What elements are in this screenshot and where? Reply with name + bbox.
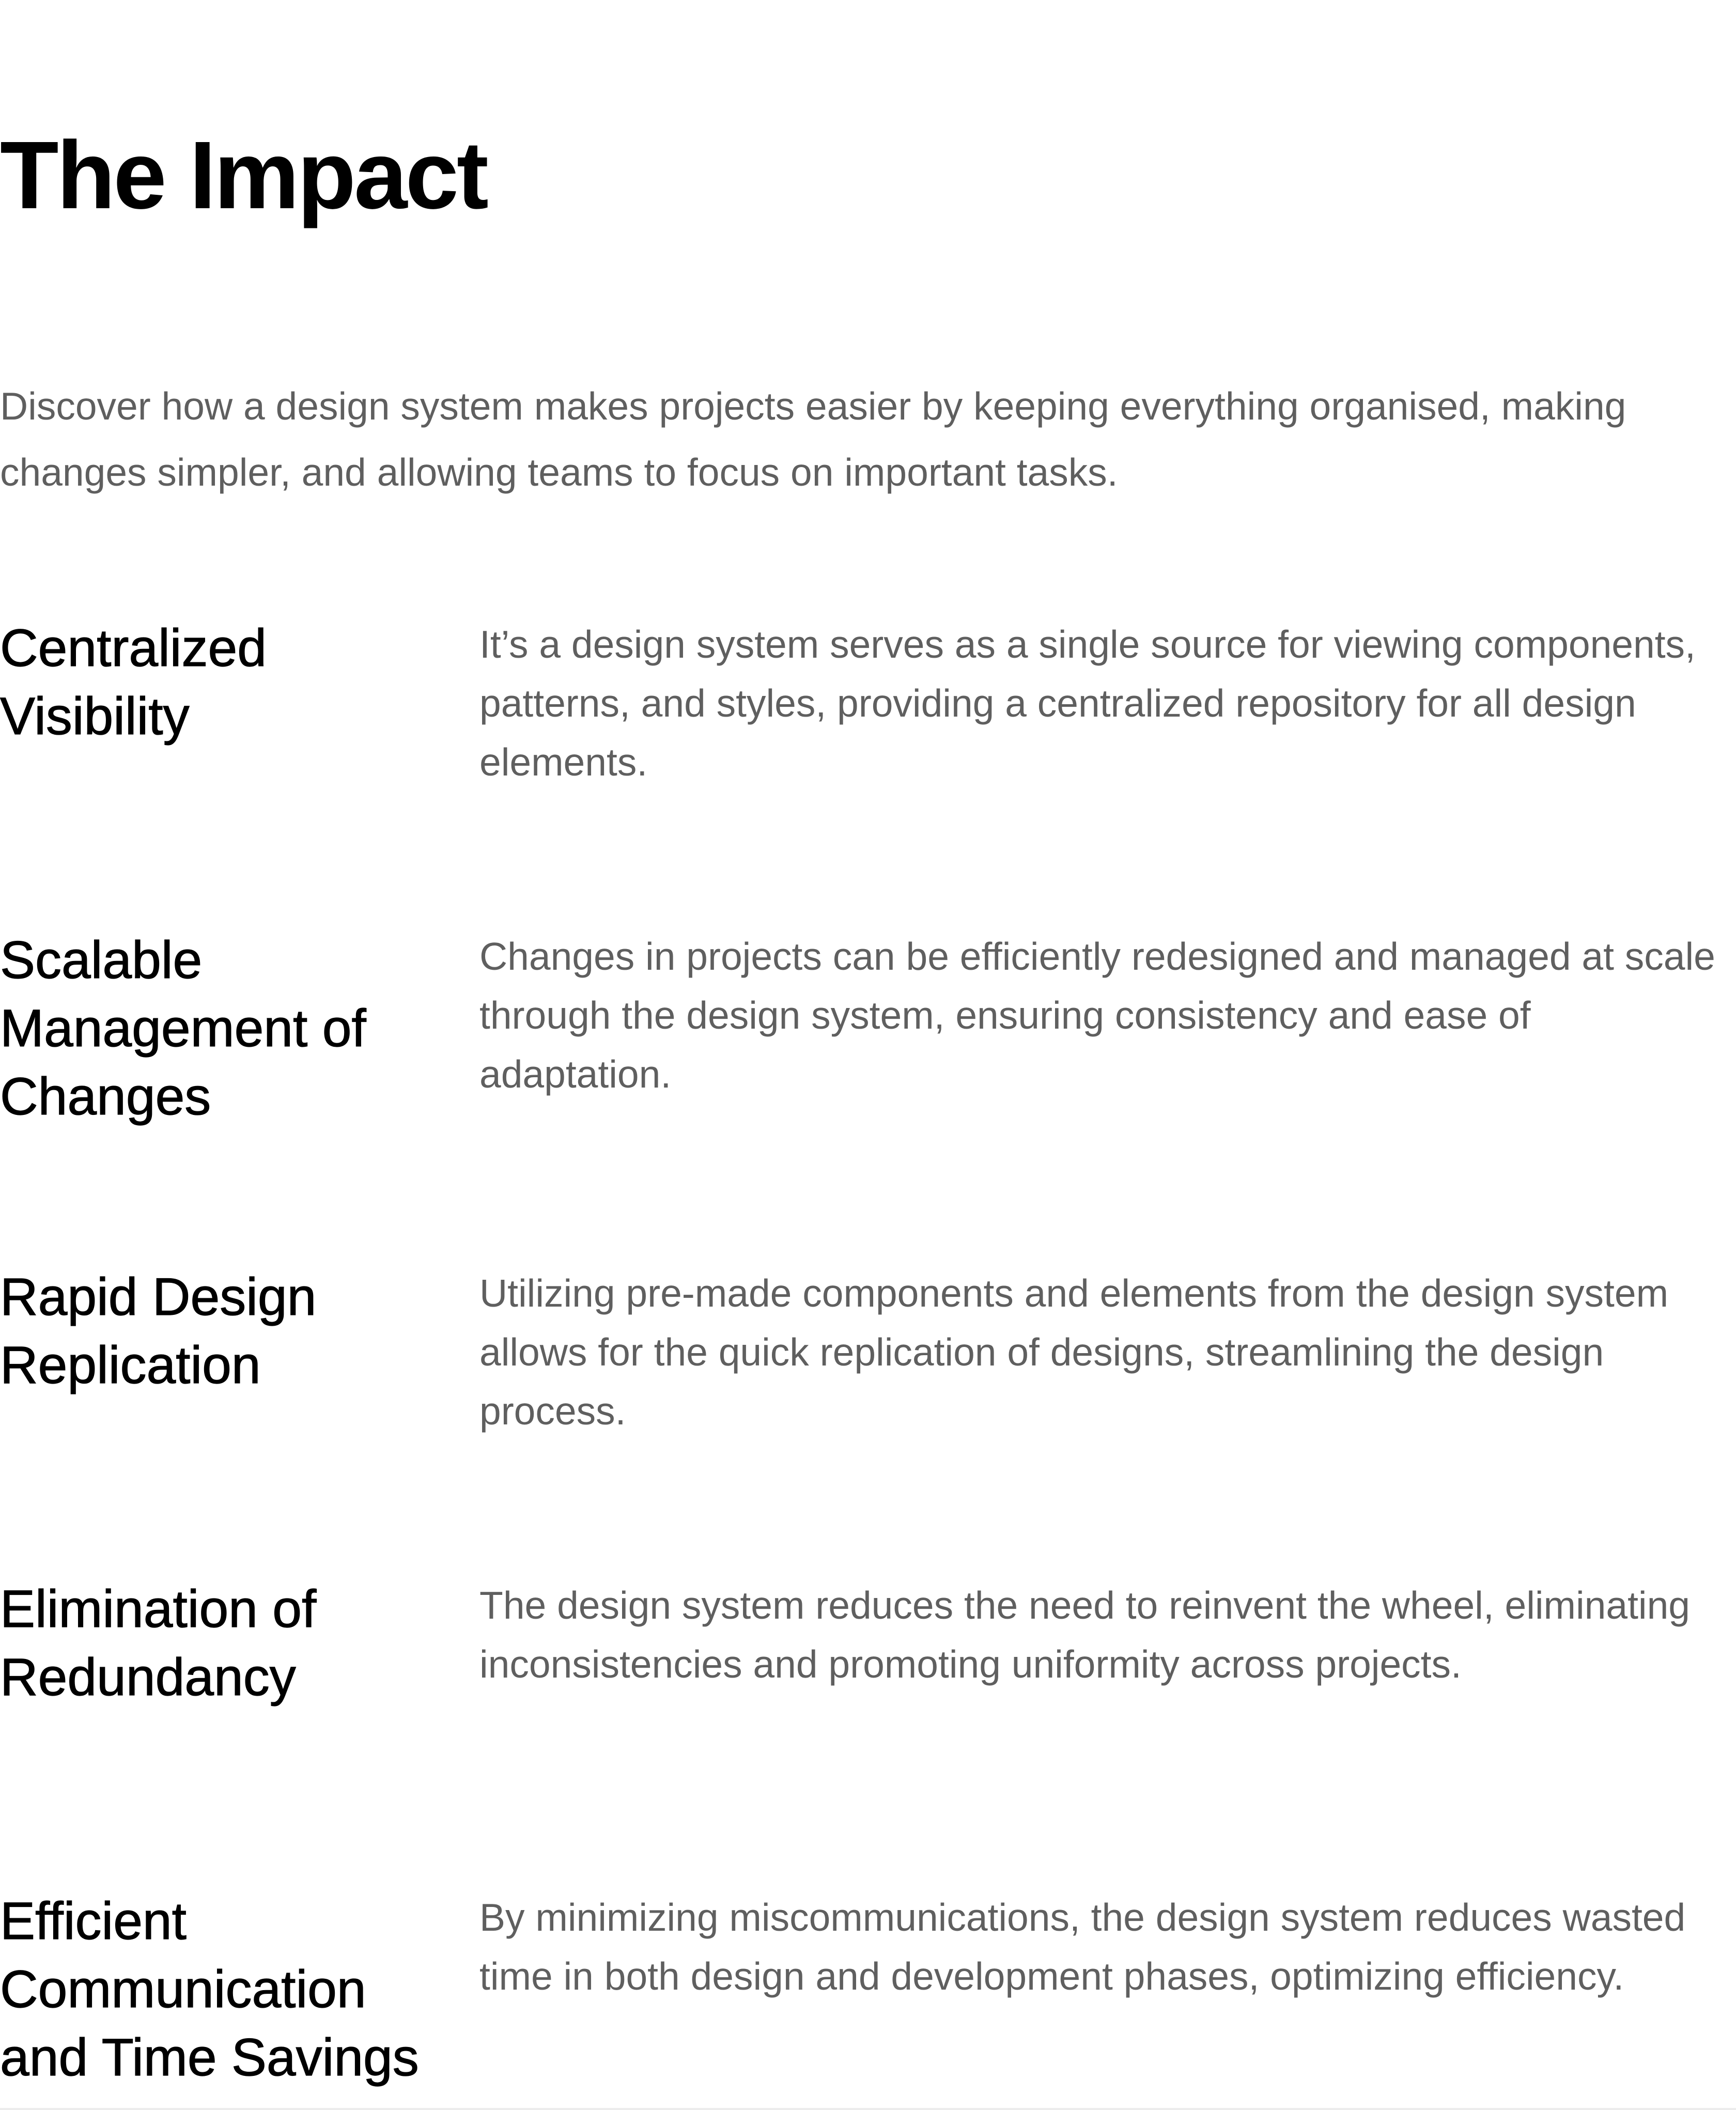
feature-title: Scalable Management of Changes xyxy=(0,930,366,1126)
feature-title: Elimination of Redundancy xyxy=(0,1579,317,1706)
feature-title: Centralized Visibility xyxy=(0,618,267,746)
feature-title: Rapid Design Replication xyxy=(0,1267,317,1394)
feature-title: Efficient Communication and Time Savings xyxy=(0,1891,419,2087)
feature-description: By minimizing miscommunications, the design system reduces wasted time in both design and development phases, optimizing efficiency. xyxy=(479,1896,1686,1998)
bottom-divider xyxy=(0,2108,1736,2110)
section-intro: Discover how a design system makes projects easier by keeping everything organised, making changes simpler, and allowing teams to focus on important tasks. xyxy=(0,384,1626,494)
feature-description: It’s a design system serves as a single source for viewing components, patterns, and styles, providing a centralized repository for all design elements. xyxy=(479,623,1696,784)
section-title: The Impact xyxy=(0,122,487,229)
feature-description: Utilizing pre-made components and elements from the design system allows for the quick replication of designs, streamlining the design process. xyxy=(479,1271,1669,1433)
feature-description: The design system reduces the need to reinvent the wheel, eliminating inconsistencies and promoting uniformity across projects. xyxy=(479,1584,1691,1686)
feature-description: Changes in projects can be efficiently redesigned and managed at scale through the design system, ensuring consistency and ease of adaptation. xyxy=(479,935,1715,1096)
